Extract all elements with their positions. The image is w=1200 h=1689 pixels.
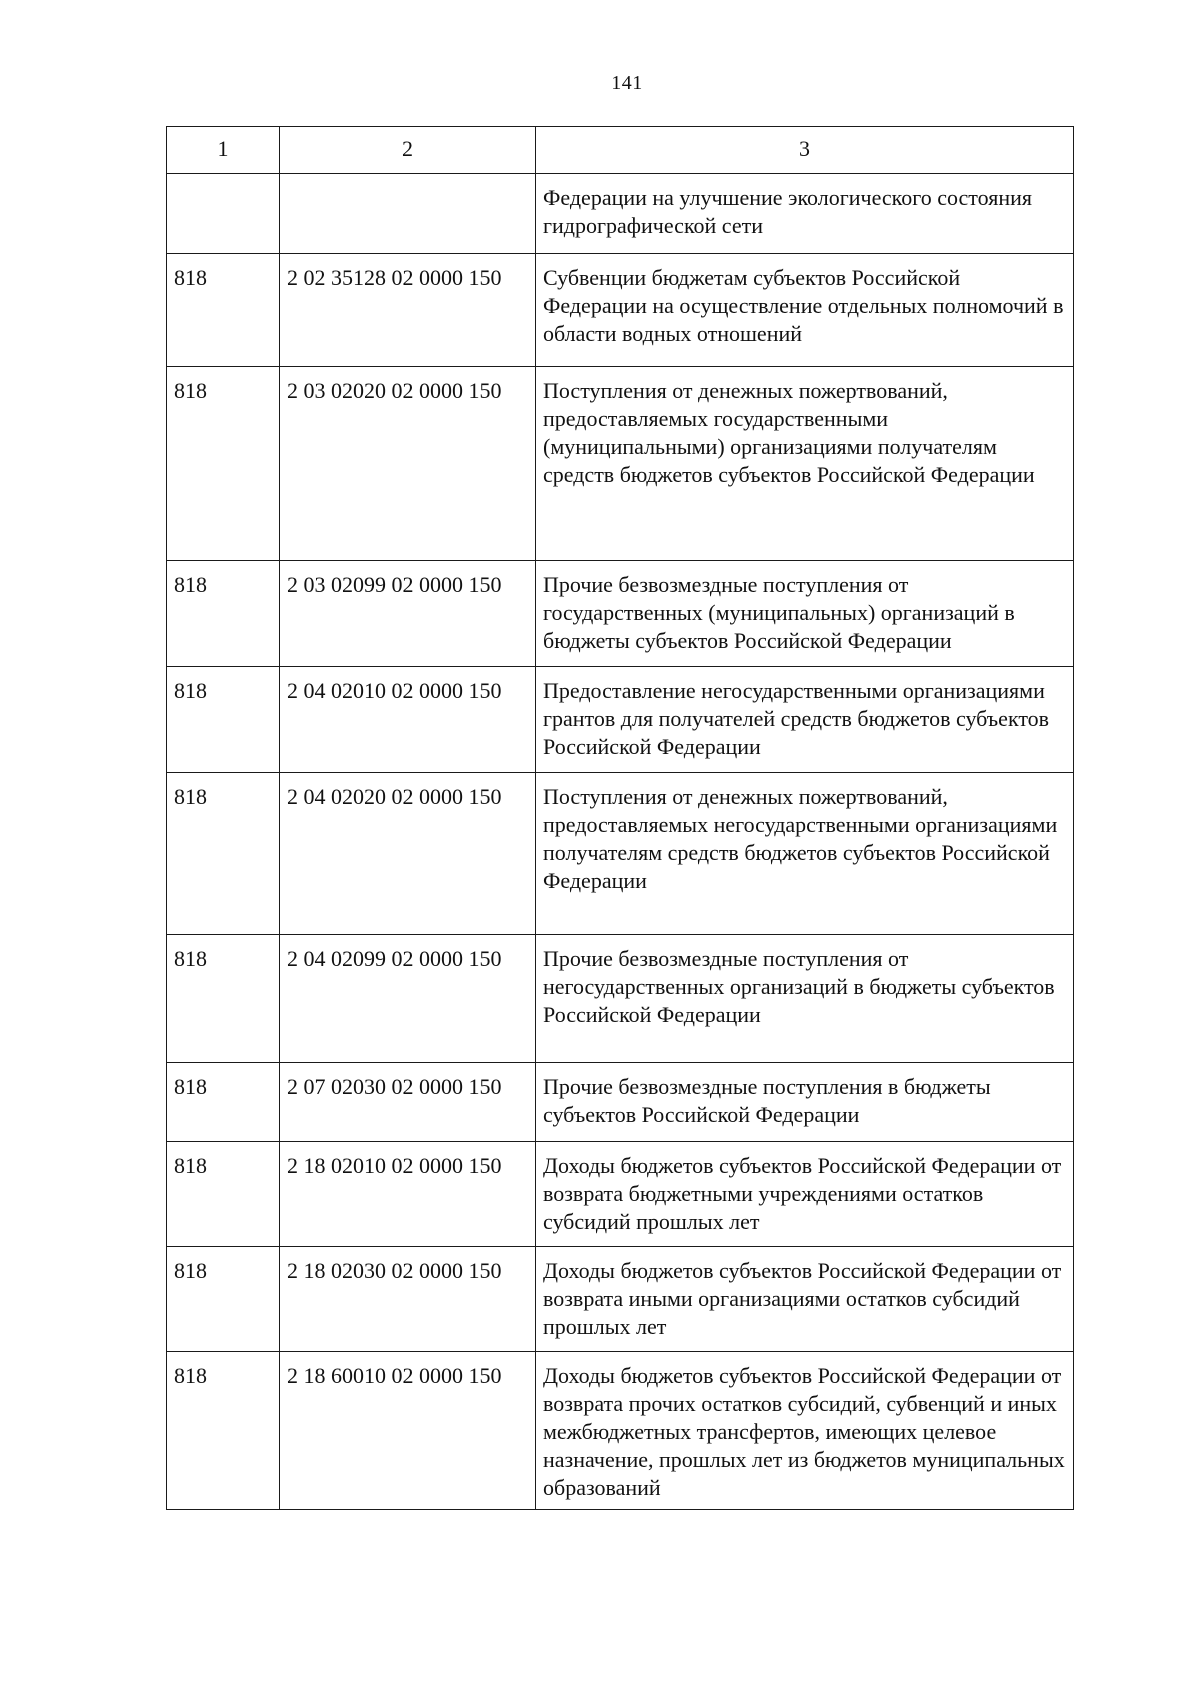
column-header-admin: 1 <box>167 127 280 174</box>
revenue-name-cell: Предоставление негосударственными организациями грантов для получателей средств бюджетов субъектов Российской Федерации <box>536 667 1074 773</box>
admin-code-cell: 818 <box>167 1247 280 1352</box>
table-row <box>167 773 1074 935</box>
budget-code-cell: 2 04 02020 02 0000 150 <box>280 773 536 935</box>
admin-code-cell: 818 <box>167 1063 280 1142</box>
admin-code-cell: 818 <box>167 561 280 667</box>
budget-code-cell: 2 07 02030 02 0000 150 <box>280 1063 536 1142</box>
admin-code-cell: 818 <box>167 667 280 773</box>
budget-code-cell: 2 03 02020 02 0000 150 <box>280 367 536 561</box>
budget-code-cell <box>280 174 536 254</box>
budget-code-cell: 2 18 02010 02 0000 150 <box>280 1142 536 1247</box>
admin-code-cell: 818 <box>167 1142 280 1247</box>
column-header-name: 3 <box>536 127 1074 174</box>
budget-codes-table <box>166 126 1074 1510</box>
budget-code-cell: 2 18 60010 02 0000 150 <box>280 1352 536 1510</box>
admin-code-cell: 818 <box>167 935 280 1063</box>
budget-code-cell: 2 02 35128 02 0000 150 <box>280 254 536 367</box>
table-row <box>167 174 1074 254</box>
table-row <box>167 254 1074 367</box>
column-header-code: 2 <box>280 127 536 174</box>
revenue-name-cell: Прочие безвозмездные поступления от государственных (муниципальных) организаций в бюджеты субъектов Российской Федерации <box>536 561 1074 667</box>
table-row <box>167 1142 1074 1247</box>
table-row <box>167 1247 1074 1352</box>
table-row <box>167 1352 1074 1510</box>
admin-code-cell: 818 <box>167 773 280 935</box>
table-row <box>167 561 1074 667</box>
table-row <box>167 935 1074 1063</box>
revenue-name-cell: Поступления от денежных пожертвований, предоставляемых негосударственными организациями получателям средств бюджетов субъектов Российской Федерации <box>536 773 1074 935</box>
budget-code-cell: 2 03 02099 02 0000 150 <box>280 561 536 667</box>
revenue-name-cell: Прочие безвозмездные поступления в бюджеты субъектов Российской Федерации <box>536 1063 1074 1142</box>
revenue-name-cell: Доходы бюджетов субъектов Российской Федерации от возврата прочих остатков субсидий, субвенций и иных межбюджетных трансфертов, имеющих целевое назначение, прошлых лет из бюджетов муниципальных образований <box>536 1352 1074 1510</box>
table-row <box>167 367 1074 561</box>
admin-code-cell: 818 <box>167 367 280 561</box>
revenue-name-cell: Поступления от денежных пожертвований, предоставляемых государственными (муниципальными) организациями получателям средств бюджетов субъектов Российской Федерации <box>536 367 1074 561</box>
admin-code-cell <box>167 174 280 254</box>
revenue-name-cell: Доходы бюджетов субъектов Российской Федерации от возврата иными организациями остатков субсидий прошлых лет <box>536 1247 1074 1352</box>
revenue-name-cell: Субвенции бюджетам субъектов Российской Федерации на осуществление отдельных полномочий в области водных отношений <box>536 254 1074 367</box>
revenue-name-cell: Федерации на улучшение экологического состояния гидрографической сети <box>536 174 1074 254</box>
budget-code-cell: 2 04 02099 02 0000 150 <box>280 935 536 1063</box>
table-header-row <box>167 127 1074 174</box>
budget-code-cell: 2 04 02010 02 0000 150 <box>280 667 536 773</box>
table-row <box>167 667 1074 773</box>
budget-code-cell: 2 18 02030 02 0000 150 <box>280 1247 536 1352</box>
table-row <box>167 1063 1074 1142</box>
page-number: 141 <box>611 72 643 94</box>
admin-code-cell: 818 <box>167 1352 280 1510</box>
revenue-name-cell: Доходы бюджетов субъектов Российской Федерации от возврата бюджетными учреждениями остатков субсидий прошлых лет <box>536 1142 1074 1247</box>
admin-code-cell: 818 <box>167 254 280 367</box>
revenue-name-cell: Прочие безвозмездные поступления от негосударственных организаций в бюджеты субъектов Российской Федерации <box>536 935 1074 1063</box>
